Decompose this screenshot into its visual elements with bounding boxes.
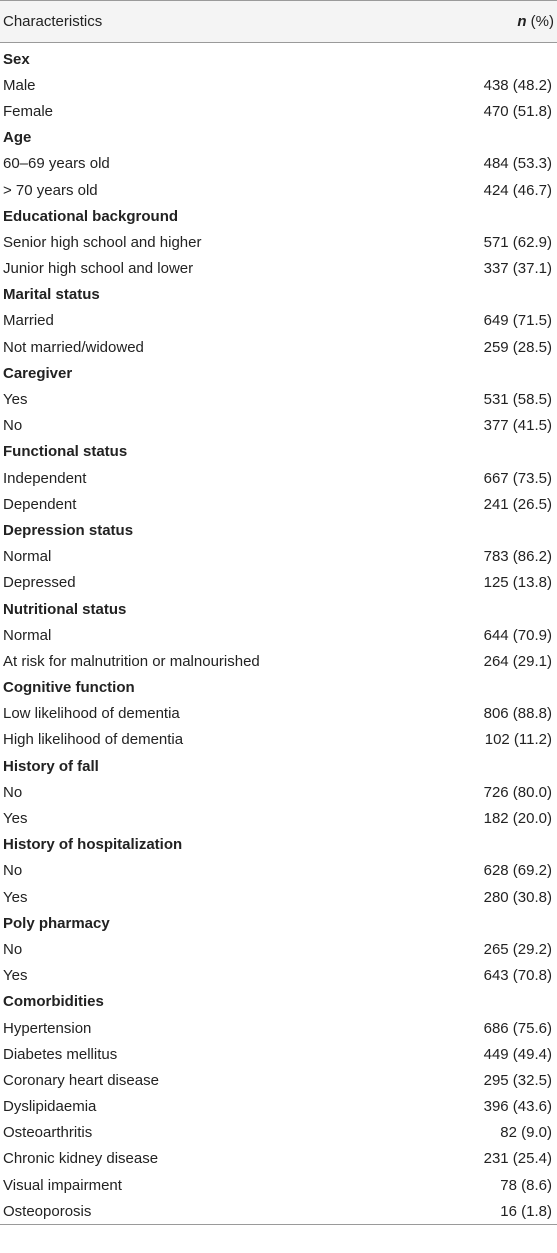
table-row — [0, 72, 557, 98]
row-label: No — [3, 783, 23, 801]
row-value: 241 (26.5) — [483, 495, 552, 513]
row-label: Yes — [3, 967, 28, 985]
row-value: 438 (48.2) — [483, 76, 552, 94]
section-heading-row — [0, 910, 557, 936]
section-heading-row — [0, 596, 557, 622]
section-heading-row — [0, 46, 557, 72]
section-title: Educational background — [3, 207, 179, 225]
section-heading-row — [0, 753, 557, 779]
section-heading-row — [0, 203, 557, 229]
row-value: 806 (88.8) — [483, 705, 552, 723]
row-label: Osteoporosis — [3, 1202, 92, 1220]
section-title: Comorbidities — [3, 993, 104, 1011]
row-label: Normal — [3, 548, 52, 566]
row-label: Male — [3, 76, 36, 94]
row-value: 337 (37.1) — [483, 260, 552, 278]
row-label: Not married/widowed — [3, 338, 144, 356]
table-row — [0, 963, 557, 989]
section-heading-row — [0, 675, 557, 701]
table-row — [0, 1172, 557, 1198]
section-title: Cognitive function — [3, 679, 135, 697]
row-label: Diabetes mellitus — [3, 1045, 118, 1063]
table-row — [0, 177, 557, 203]
table-row — [0, 727, 557, 753]
row-label: Junior high school and lower — [3, 260, 194, 278]
section-title: Sex — [3, 50, 30, 68]
table-row — [0, 1015, 557, 1041]
row-label: No — [3, 862, 23, 880]
row-label: Senior high school and higher — [3, 233, 202, 251]
row-label: Osteoarthritis — [3, 1124, 93, 1142]
table-row — [0, 1041, 557, 1067]
table-row — [0, 622, 557, 648]
table-row — [0, 334, 557, 360]
section-heading-row — [0, 360, 557, 386]
row-label: Yes — [3, 391, 28, 409]
table-row — [0, 1120, 557, 1146]
row-label: Depressed — [3, 574, 76, 592]
table-row — [0, 308, 557, 334]
table-row — [0, 648, 557, 674]
row-label: 60–69 years old — [3, 155, 110, 173]
table-header — [0, 1, 557, 42]
row-value: 265 (29.2) — [483, 940, 552, 958]
row-label: Independent — [3, 469, 87, 487]
table-row — [0, 465, 557, 491]
percent-symbol: (%) — [526, 13, 554, 30]
table-row — [0, 1146, 557, 1172]
row-label: Hypertension — [3, 1019, 92, 1037]
table-row — [0, 779, 557, 805]
section-title: History of fall — [3, 757, 99, 775]
section-title: Functional status — [3, 443, 128, 461]
row-value: 449 (49.4) — [483, 1045, 552, 1063]
section-title: Depression status — [3, 521, 134, 539]
row-label: No — [3, 417, 23, 435]
n-percent-column-header — [517, 13, 554, 30]
table-row — [0, 805, 557, 831]
row-value: 231 (25.4) — [483, 1150, 552, 1168]
row-label: Married — [3, 312, 54, 330]
table-row — [0, 1067, 557, 1093]
row-label: No — [3, 940, 23, 958]
table-row — [0, 413, 557, 439]
row-label: Chronic kidney disease — [3, 1150, 159, 1168]
section-heading-row — [0, 282, 557, 308]
row-value: 484 (53.3) — [483, 155, 552, 173]
section-title: Caregiver — [3, 364, 73, 382]
row-value: 396 (43.6) — [483, 1098, 552, 1116]
row-value: 424 (46.7) — [483, 181, 552, 199]
row-label: > 70 years old — [3, 181, 98, 199]
row-label: Normal — [3, 626, 52, 644]
row-value: 16 (1.8) — [500, 1202, 552, 1220]
table-row — [0, 491, 557, 517]
table-row — [0, 229, 557, 255]
row-label: Low likelihood of dementia — [3, 705, 180, 723]
row-value: 182 (20.0) — [483, 810, 552, 828]
section-title: History of hospitalization — [3, 836, 183, 854]
row-value: 377 (41.5) — [483, 417, 552, 435]
table-row — [0, 570, 557, 596]
row-value: 726 (80.0) — [483, 783, 552, 801]
row-value: 531 (58.5) — [483, 391, 552, 409]
row-label: High likelihood of dementia — [3, 731, 184, 749]
row-value: 102 (11.2) — [484, 731, 552, 749]
row-label: Coronary heart disease — [3, 1071, 159, 1089]
row-value: 649 (71.5) — [483, 312, 552, 330]
table-row — [0, 884, 557, 910]
row-value: 644 (70.9) — [483, 626, 552, 644]
section-heading-row — [0, 832, 557, 858]
row-label: Visual impairment — [3, 1176, 122, 1194]
table-row — [0, 858, 557, 884]
row-label: Yes — [3, 810, 28, 828]
section-heading-row — [0, 517, 557, 543]
row-value: 667 (73.5) — [483, 469, 552, 487]
row-value: 470 (51.8) — [483, 102, 552, 120]
row-value: 643 (70.8) — [483, 967, 552, 985]
row-value: 571 (62.9) — [483, 233, 552, 251]
row-value: 82 (9.0) — [500, 1124, 552, 1142]
row-value: 783 (86.2) — [483, 548, 552, 566]
row-value: 295 (32.5) — [483, 1071, 552, 1089]
row-value: 628 (69.2) — [483, 862, 552, 880]
table-row — [0, 151, 557, 177]
section-title: Poly pharmacy — [3, 914, 110, 932]
bottom-rule — [0, 1224, 557, 1225]
row-value: 280 (30.8) — [483, 888, 552, 906]
row-value: 78 (8.6) — [500, 1176, 552, 1194]
table-row — [0, 98, 557, 124]
characteristics-column-header: Characteristics — [3, 13, 103, 30]
row-label: Dependent — [3, 495, 77, 513]
row-label: Female — [3, 102, 54, 120]
row-label: Dyslipidaemia — [3, 1098, 97, 1116]
table-row — [0, 936, 557, 962]
table-row — [0, 701, 557, 727]
n-symbol: n — [517, 13, 527, 30]
section-title: Nutritional status — [3, 600, 127, 618]
row-value: 686 (75.6) — [483, 1019, 552, 1037]
table-body — [0, 43, 557, 1224]
section-heading-row — [0, 125, 557, 151]
table-row — [0, 1198, 557, 1224]
table-row — [0, 386, 557, 412]
row-label: At risk for malnutrition or malnourished — [3, 652, 260, 670]
section-heading-row — [0, 989, 557, 1015]
row-label: Yes — [3, 888, 28, 906]
section-title: Marital status — [3, 286, 100, 304]
row-value: 125 (13.8) — [483, 574, 552, 592]
table-row — [0, 1094, 557, 1120]
section-heading-row — [0, 439, 557, 465]
table-row — [0, 256, 557, 282]
row-value: 259 (28.5) — [483, 338, 552, 356]
section-title: Age — [3, 129, 32, 147]
row-value: 264 (29.1) — [483, 652, 552, 670]
table-row — [0, 544, 557, 570]
